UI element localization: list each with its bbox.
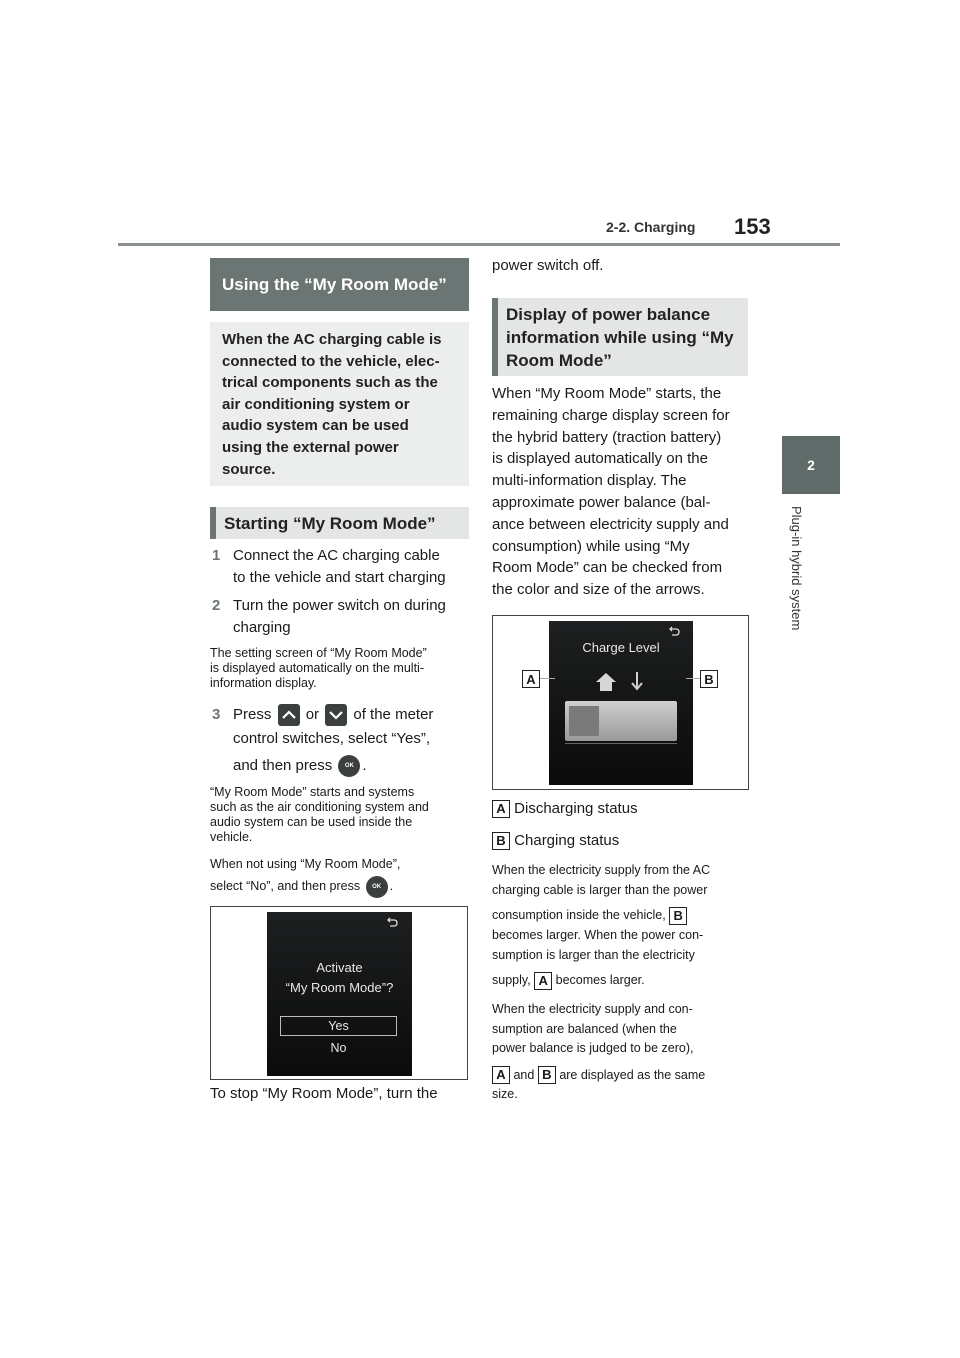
dialog-message: [267, 958, 412, 998]
heading-using-my-room-mode: [210, 258, 469, 311]
note-line: is displayed automatically on the multi-: [210, 661, 424, 675]
step-3: [212, 703, 474, 778]
callout-b: B: [700, 670, 718, 688]
step-text: and then press: [233, 757, 333, 774]
note-line: sumption is larger than the electricity: [492, 948, 695, 962]
label-a: A: [492, 1066, 510, 1084]
note-line: When not using “My Room Mode”,: [210, 857, 401, 871]
continued-text: power switch off.: [492, 257, 604, 274]
note-line: information display.: [210, 676, 317, 690]
ok-button-icon: OK: [338, 755, 360, 777]
lead-line: trical components such as the: [222, 374, 438, 392]
note-line: becomes larger. When the power con-: [492, 928, 704, 942]
lead-line: When the AC charging cable is: [222, 331, 442, 348]
ok-button-icon: OK: [366, 876, 388, 898]
note-line: power balance is judged to be zero),: [492, 1041, 694, 1055]
body-line: Room Mode” can be checked from: [492, 559, 723, 577]
lead-line: connected to the vehicle, elec-: [222, 352, 440, 370]
note-line: vehicle.: [210, 830, 253, 844]
label-b: B: [538, 1066, 556, 1084]
heading-text: Display of power balance information while using “My Room Mode”: [506, 304, 734, 370]
step-text: control switches, select “Yes”,: [233, 730, 431, 747]
display-screen: [267, 912, 412, 1076]
callout-a: A: [522, 670, 540, 688]
note-line: The setting screen of “My Room Mode”: [210, 646, 427, 660]
back-icon[interactable]: [386, 917, 398, 927]
page-number: 153: [734, 214, 771, 239]
note-line: consumption inside the vehicle,: [492, 908, 666, 922]
note-supply-larger: [492, 860, 754, 990]
header-divider: [118, 243, 840, 246]
step-text: or: [305, 706, 320, 723]
note-line: charging cable is larger than the power: [492, 883, 708, 897]
legend-text: Discharging status: [514, 800, 638, 817]
note-line: size.: [492, 1087, 518, 1101]
gauge-scale: [565, 743, 677, 748]
body-line: the hybrid battery (traction battery): [492, 428, 722, 446]
note-not-using: [210, 853, 472, 898]
body-line: multi-information display. The: [492, 472, 687, 490]
body-line: is displayed automatically on the: [492, 450, 708, 468]
display-screen: [549, 621, 693, 785]
step-2: [212, 595, 474, 639]
lead-line: source.: [222, 460, 276, 478]
down-arrow-icon: [629, 670, 645, 694]
section-title: 2-2. Charging: [606, 219, 696, 235]
body-line: When “My Room Mode” starts, the: [492, 385, 722, 402]
label-b: B: [492, 832, 510, 850]
label-a: A: [492, 800, 510, 818]
note-line: and: [513, 1067, 535, 1082]
heading-text: Starting “My Room Mode”: [224, 513, 436, 533]
figure-charge-level-screen: [492, 615, 749, 790]
yes-option[interactable]: Yes: [280, 1016, 397, 1036]
dialog-line: Activate: [316, 960, 363, 975]
step-text: Turn the power switch on during: [233, 597, 446, 614]
step-text: of the meter: [353, 706, 434, 723]
battery-charge-fill: [569, 706, 599, 736]
chevron-down-icon: [325, 704, 347, 726]
note-line: sumption are balanced (when the: [492, 1021, 677, 1036]
step-text: charging: [233, 619, 291, 636]
body-line: the color and size of the arrows.: [492, 581, 705, 599]
note-line: select “No”, and then press: [210, 879, 361, 893]
body-line: consumption) while using “My: [492, 537, 690, 555]
heading-text: Using the “My Room Mode”: [222, 275, 447, 294]
lead-line: using the external power: [222, 438, 399, 456]
note-line: becomes larger.: [555, 973, 645, 987]
body-line: ance between electricity supply and: [492, 515, 729, 533]
chapter-tab[interactable]: 2: [782, 436, 840, 494]
punctuation: .: [362, 757, 367, 774]
punctuation: .: [389, 879, 394, 893]
legend-text: Charging status: [514, 832, 620, 849]
screen-title: Charge Level: [582, 640, 660, 655]
lead-paragraph: [210, 322, 469, 486]
note-line: “My Room Mode” starts and systems: [210, 785, 415, 799]
step-text: to the vehicle and start charging: [233, 569, 446, 586]
label-b: B: [669, 907, 687, 925]
lead-line: air conditioning system or: [222, 395, 410, 413]
step-number: 3: [212, 706, 221, 723]
note-line: When the electricity supply from the AC: [492, 863, 711, 877]
chevron-up-icon: [278, 704, 300, 726]
figure-activate-screen: [210, 906, 468, 1080]
step-number: 1: [212, 547, 221, 564]
chapter-tab-label: Plug-in hybrid system: [789, 506, 804, 631]
note-line: When the electricity supply and con-: [492, 1002, 693, 1016]
heading-power-balance: [492, 298, 748, 376]
house-arrow-icon: [594, 670, 618, 694]
back-icon[interactable]: [668, 626, 680, 636]
step-number: 2: [212, 597, 221, 614]
body-line: approximate power balance (bal-: [492, 493, 711, 511]
lead-line: audio system can be used: [222, 417, 409, 435]
legend-b: [492, 830, 752, 852]
note-balanced: [492, 1000, 754, 1105]
note-line: audio system can be used inside the: [210, 815, 413, 829]
battery-gauge: [565, 701, 677, 741]
no-option[interactable]: No: [330, 1041, 347, 1055]
note-line: are displayed as the same: [559, 1067, 706, 1082]
note-line: supply,: [492, 973, 531, 987]
body-line: remaining charge display screen for: [492, 406, 730, 424]
step-text: Press: [233, 706, 272, 723]
note-setting-screen: [210, 646, 472, 691]
legend-a: [492, 798, 752, 820]
dialog-line: “My Room Mode”?: [285, 980, 394, 995]
step-text: Connect the AC charging cable: [233, 547, 440, 564]
stop-instruction: To stop “My Room Mode”, turn the: [210, 1085, 438, 1102]
note-starts: [210, 785, 472, 845]
power-balance-description: [492, 383, 754, 601]
note-line: such as the air conditioning system and: [210, 800, 429, 814]
step-1: [212, 545, 474, 589]
heading-starting-my-room-mode: [210, 507, 469, 539]
label-a: A: [534, 972, 552, 990]
